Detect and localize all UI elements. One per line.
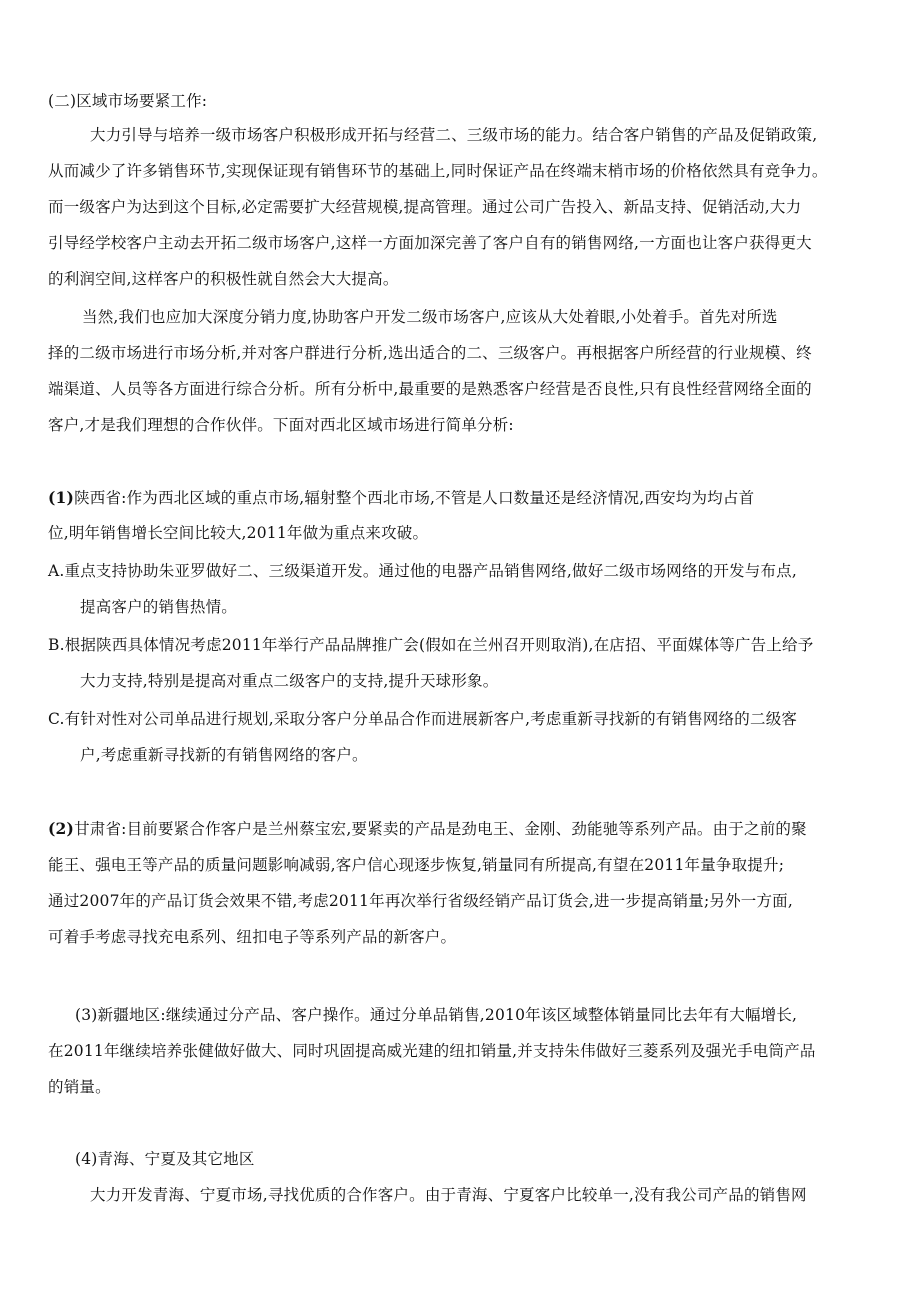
paragraph-line: 大力开发青海、宁夏市场,寻找优质的合作客户。由于青海、宁夏客户比较单一,没有我公司产品的销售网 — [90, 1186, 807, 1204]
paragraph-line: 大力支持,特别是提高对重点二级客户的支持,提升天球形象。 — [80, 672, 499, 690]
section-heading: (二)区域市场要紧工作: — [48, 92, 208, 110]
list-item-qinghai-title: (4)青海、宁夏及其它地区 — [75, 1150, 255, 1168]
item-text: 甘肃省:目前要紧合作客户是兰州蔡宝宏,要紧卖的产品是劲电王、金刚、劲能驰等系列产品。由于之前的聚 — [74, 820, 807, 838]
paragraph-line: 引导经学校客户主动去开拓二级市场客户,这样一方面加深完善了客户自有的销售网络,一方面也让客户获得更大 — [48, 234, 812, 252]
paragraph-line: 的利润空间,这样客户的积极性就自然会大大提高。 — [48, 270, 399, 288]
paragraph-line: 端渠道、人员等各方面进行综合分析。所有分析中,最重要的是熟悉客户经营是否良性,只有良性经营网络全面的 — [48, 380, 812, 398]
paragraph-line: 的销量。 — [48, 1078, 111, 1096]
item-text: 陕西省:作为西北区域的重点市场,辐射整个西北市场,不管是人口数量还是经济情况,西安均为均占首 — [74, 489, 755, 507]
paragraph-line: 户,考虑重新寻找新的有销售网络的客户。 — [80, 746, 368, 764]
paragraph-line: 当然,我们也应加大深度分销力度,协助客户开发二级市场客户,应该从大处着眼,小处着手。首先对所选 — [82, 308, 778, 326]
paragraph-line: 在2011年继续培养张健做好做大、同时巩固提高威光建的纽扣销量,并支持朱伟做好三菱系列及强光手电筒产品 — [48, 1042, 816, 1060]
paragraph-line: 而一级客户为达到这个目标,必定需要扩大经营规模,提高管理。通过公司广告投入、新品支持、促销活动,大力 — [48, 198, 802, 216]
list-item-shaanxi — [48, 487, 898, 509]
sub-item-b: B.根据陕西具体情况考虑2011年举行产品品牌推广会(假如在兰州召开则取消),在店招、平面媒体等广告上给予 — [48, 636, 814, 654]
paragraph-line: 位,明年销售增长空间比较大,2011年做为重点来攻破。 — [48, 524, 429, 542]
sub-item-c: C.有针对性对公司单品进行规划,采取分客户分单品合作而进展新客户,考虑重新寻找新的有销售网络的二级客 — [48, 710, 798, 728]
sub-item-a: A.重点支持协助朱亚罗做好二、三级渠道开发。通过他的电器产品销售网络,做好二级市场网络的开发与布点, — [48, 562, 797, 580]
paragraph-line: 择的二级市场进行市场分析,并对客户群进行分析,选出适合的二、三级客户。再根据客户所经营的行业规模、终 — [48, 344, 812, 362]
item-number: (2) — [48, 819, 75, 838]
paragraph-line: 大力引导与培养一级市场客户积极形成开拓与经营二、三级市场的能力。结合客户销售的产品及促销政策, — [90, 126, 818, 144]
paragraph-line: 能王、强电王等产品的质量问题影响减弱,客户信心现逐步恢复,销量同有所提高,有望在2011年量争取提升; — [48, 856, 785, 874]
list-item-gansu — [48, 818, 898, 840]
item-number: (1) — [48, 488, 75, 507]
paragraph-line: 从而减少了许多销售环节,实现保证现有销售环节的基础上,同时保证产品在终端末梢市场的价格依然具有竞争力。 — [48, 162, 828, 180]
paragraph-line: 提高客户的销售热情。 — [80, 598, 238, 616]
paragraph-line: 客户,才是我们理想的合作伙伴。下面对西北区域市场进行简单分析: — [48, 416, 514, 434]
paragraph-line: 可着手考虑寻找充电系列、纽扣电子等系列产品的新客户。 — [48, 928, 457, 946]
paragraph-line: 通过2007年的产品订货会效果不错,考虑2011年再次举行省级经销产品订货会,进一步提高销量;另外一方面, — [48, 892, 793, 910]
list-item-xinjiang: (3)新疆地区:继续通过分产品、客户操作。通过分单品销售,2010年该区域整体销量同比去年有大幅增长, — [75, 1006, 798, 1024]
